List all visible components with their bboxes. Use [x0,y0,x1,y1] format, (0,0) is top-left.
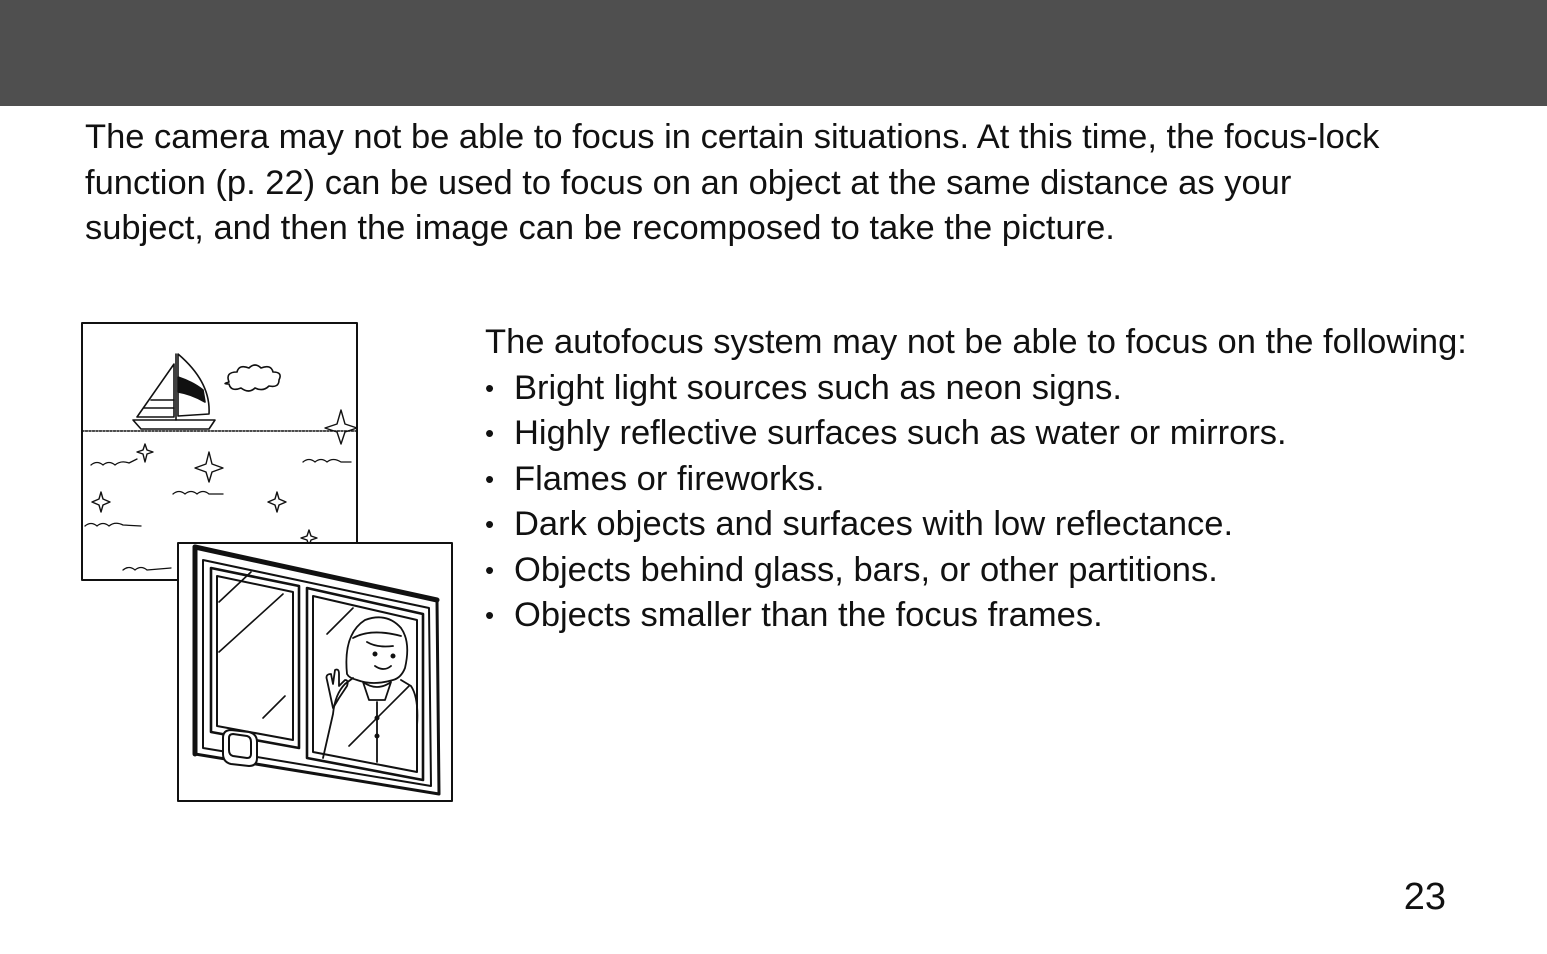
autofocus-heading: The autofocus system may not be able to focus on the following: [485,323,1467,361]
bullet-icon: • [485,509,495,539]
intro-paragraph: The camera may not be able to focus in certain situations. At this time, the focus-lock function (p. 22) can be used to focus on an object at the same distance as your subject, and then the image can be recomposed to take the picture. [85,118,1380,247]
limitation-list [485,366,1485,639]
list-item: • Flames or fireworks. [485,457,1485,503]
bullet-icon: • [485,418,495,448]
header-bar [0,0,1547,106]
window-illustration [177,542,453,802]
bullet-icon: • [485,600,495,630]
bullet-icon: • [485,463,495,494]
cloud-icon [225,365,280,391]
list-item: • Objects smaller than the focus frames. [485,593,1485,639]
page-number: 23 [1403,876,1446,918]
list-item: • Dark objects and surfaces with low reflectance. [485,502,1485,548]
list-item: • Bright light sources such as neon signs. [485,366,1485,412]
list-item: • Objects behind glass, bars, or other partitions. [485,548,1485,594]
camera-icon [223,730,257,766]
list-item: • Highly reflective surfaces such as water or mirrors. [485,411,1485,457]
bullet-icon: • [485,372,495,403]
bullet-icon: • [485,554,495,585]
autofocus-limitations [485,320,1485,639]
sailboat-icon [133,354,215,429]
